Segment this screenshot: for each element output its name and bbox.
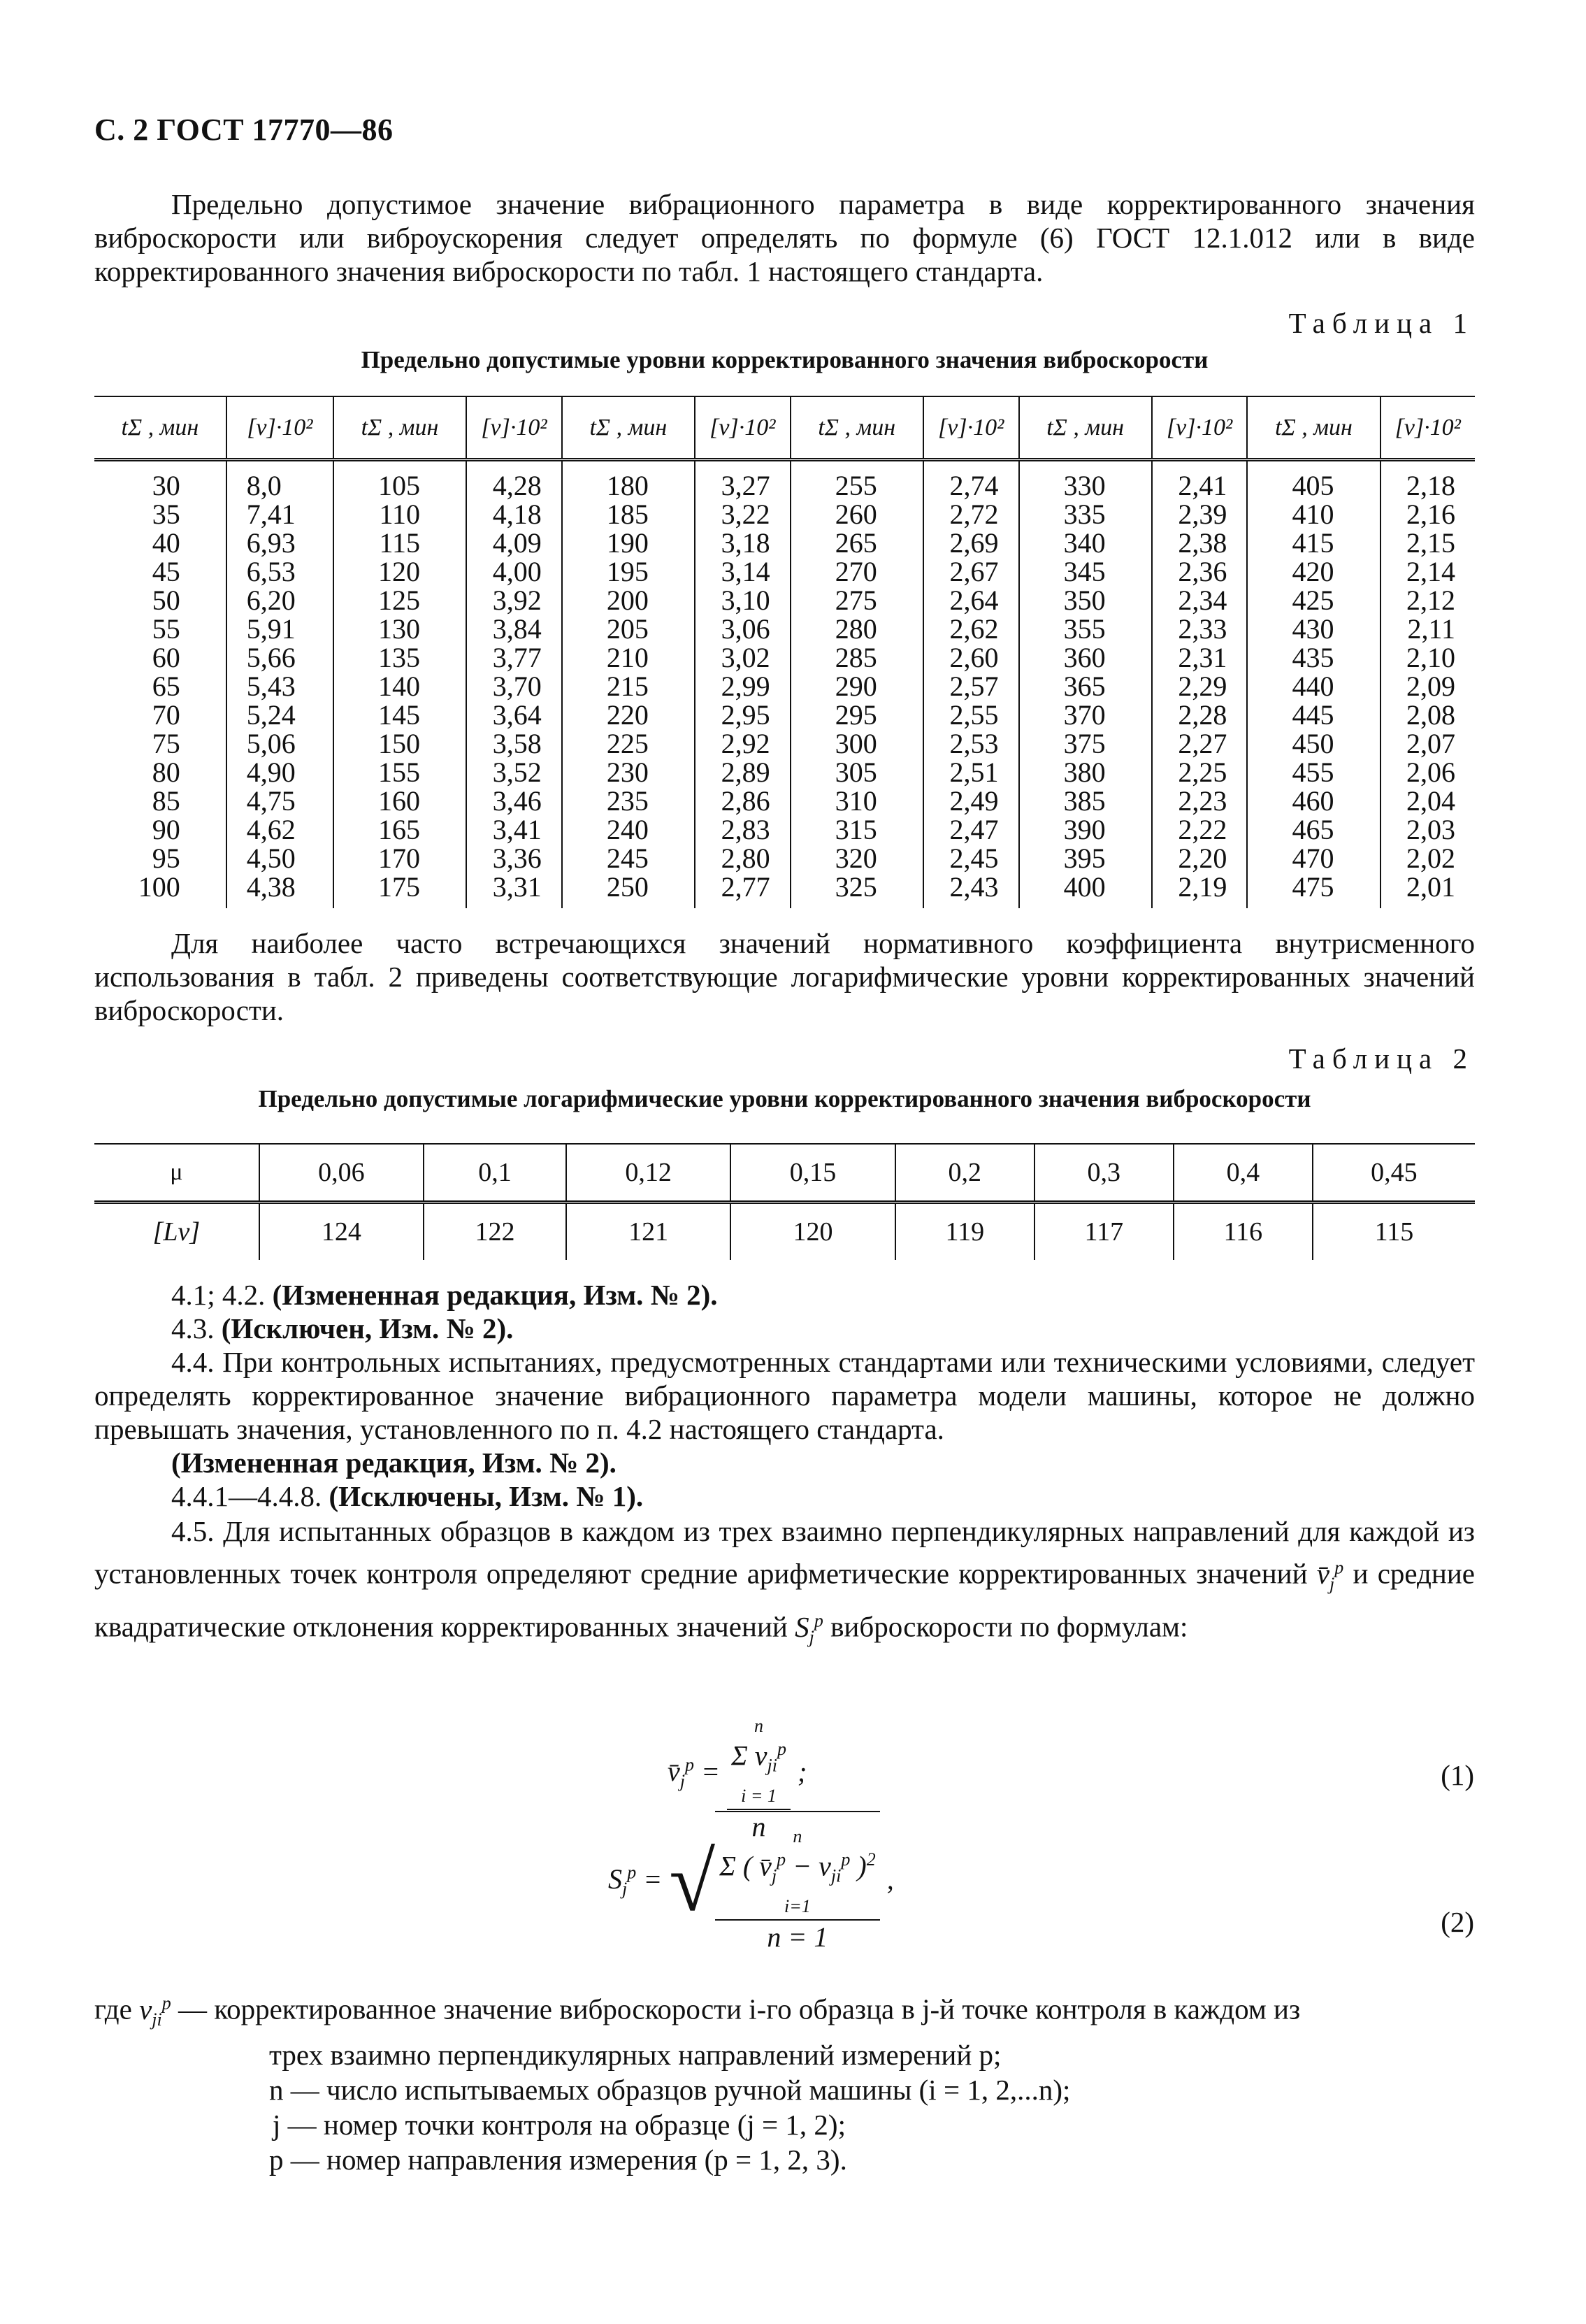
table1-cell-t: 475 [1247, 873, 1380, 908]
table1-col-t-header: tΣ , мин [562, 396, 695, 460]
table2-lv-cell: 120 [730, 1203, 895, 1261]
table1-row [94, 672, 1475, 701]
table1-cell-v: 3,77 [466, 643, 562, 672]
table1-col-t-header: tΣ , мин [791, 396, 923, 460]
table1-cell-t: 85 [152, 785, 180, 817]
clause-4-4-1: 4.4.1—4.4.8. (Исключены, Изм. № 1). [171, 1480, 644, 1512]
table1-cell-t: 265 [791, 529, 923, 557]
table1-cell-t: 60 [152, 642, 180, 673]
table1-cell-t: 135 [333, 643, 466, 672]
table1-cell-v: 3,27 [695, 460, 791, 501]
table1-cell-v: 6,20 [226, 586, 333, 615]
table1-row [94, 500, 1475, 529]
table1-cell-v: 2,89 [695, 758, 791, 787]
table1-cell-t: 295 [791, 701, 923, 729]
table1-cell-v: 8,0 [226, 460, 333, 501]
table1-cell-v: 2,08 [1380, 701, 1475, 729]
table1-cell-v: 2,29 [1152, 672, 1248, 701]
table1-cell-t: 320 [791, 844, 923, 873]
table1-cell-t: 260 [791, 500, 923, 529]
table1-cell-v: 3,31 [466, 873, 562, 908]
table2-lv-label: [Lv] [152, 1217, 201, 1247]
table1-cell-t: 405 [1247, 460, 1380, 501]
table1-cell-t: 285 [791, 643, 923, 672]
table1-cell-v: 6,93 [226, 529, 333, 557]
table2-mu-cell: 0,45 [1313, 1144, 1475, 1203]
table1-cell-t: 40 [152, 527, 180, 559]
table1-cell-t: 125 [333, 586, 466, 615]
table1-cell-v: 5,91 [226, 615, 333, 643]
table2-mu-cell: 0,12 [566, 1144, 730, 1203]
table1-cell-t: 55 [152, 613, 180, 645]
table1-cell-v: 2,09 [1380, 672, 1475, 701]
table1-cell-t: 180 [562, 460, 695, 501]
table1-cell-t: 465 [1247, 815, 1380, 844]
table1-cell-v: 3,36 [466, 844, 562, 873]
table1-cell-t: 235 [562, 787, 695, 815]
table1-row [94, 729, 1475, 758]
table1-cell-v: 2,03 [1380, 815, 1475, 844]
table1-cell-v: 2,15 [1380, 529, 1475, 557]
table1-cell-v: 2,36 [1152, 557, 1248, 586]
clause-4-4-note: (Измененная редакция, Изм. № 2). [171, 1447, 617, 1479]
table1-cell-t: 310 [791, 787, 923, 815]
table1-col-t-header: tΣ , мин [333, 396, 466, 460]
table1-cell-t: 140 [333, 672, 466, 701]
table1-cell-v: 2,38 [1152, 529, 1248, 557]
table1-row [94, 460, 1475, 501]
table2-mu-cell: 0,3 [1034, 1144, 1174, 1203]
table1-cell-v: 3,41 [466, 815, 562, 844]
table1-cell-t: 340 [1019, 529, 1152, 557]
table2-lv-cell: 124 [259, 1203, 424, 1261]
table1-cell-v: 2,16 [1380, 500, 1475, 529]
table1-cell-v: 2,19 [1152, 873, 1248, 908]
table1-cell-v: 4,09 [466, 529, 562, 557]
table2-mu-cell: 0,1 [424, 1144, 566, 1203]
table1-col-v-header: [v]·10² [226, 396, 333, 460]
table1-cell-v: 2,41 [1152, 460, 1248, 501]
table1-cell-v: 2,02 [1380, 844, 1475, 873]
table1-cell-v: 2,11 [1380, 615, 1475, 643]
table1-cell-t: 380 [1019, 758, 1152, 787]
table1-cell-v: 2,64 [923, 586, 1019, 615]
table1-cell-t: 190 [562, 529, 695, 557]
table1-cell-t: 375 [1019, 729, 1152, 758]
table1-cell-v: 2,20 [1152, 844, 1248, 873]
table1-cell-v: 2,83 [695, 815, 791, 844]
table1-cell-v: 3,06 [695, 615, 791, 643]
table1-cell-v: 4,38 [226, 873, 333, 908]
table1-cell-v: 2,67 [923, 557, 1019, 586]
table1-cell-v: 6,53 [226, 557, 333, 586]
table2-lv-cell: 116 [1174, 1203, 1313, 1261]
table1-cell-t: 210 [562, 643, 695, 672]
table1-cell-t: 445 [1247, 701, 1380, 729]
table1-col-t-header: tΣ , мин [94, 396, 226, 460]
table1-cell-t: 70 [152, 699, 180, 731]
table1-cell-t: 395 [1019, 844, 1152, 873]
table1-cell-v: 3,58 [466, 729, 562, 758]
table1-cell-v: 2,53 [923, 729, 1019, 758]
table1-cell-v: 2,18 [1380, 460, 1475, 501]
table1-col-v-header: [v]·10² [923, 396, 1019, 460]
table1-cell-t: 225 [562, 729, 695, 758]
table2-title: Предельно допустимые логарифмические уровни корректированного значения виброскорости [258, 1085, 1311, 1112]
table1-cell-v: 4,62 [226, 815, 333, 844]
table1-cell-v: 4,90 [226, 758, 333, 787]
table1-cell-t: 250 [562, 873, 695, 908]
table1-col-v-header: [v]·10² [1380, 396, 1475, 460]
table1-col-v-header: [v]·10² [466, 396, 562, 460]
table1-cell-v: 2,74 [923, 460, 1019, 501]
table1-cell-t: 120 [333, 557, 466, 586]
table1-cell-t: 420 [1247, 557, 1380, 586]
table1-cell-v: 2,69 [923, 529, 1019, 557]
table1-cell-t: 195 [562, 557, 695, 586]
table1-cell-t: 460 [1247, 787, 1380, 815]
table1-cell-t: 95 [152, 842, 180, 874]
table1-cell-t: 240 [562, 815, 695, 844]
table1-cell-t: 50 [152, 584, 180, 616]
table1-cell-t: 175 [333, 873, 466, 908]
table1-cell-t: 145 [333, 701, 466, 729]
clause-4-5: 4.5. Для испытанных образцов в каждом из трех взаимно перпендикулярных направлений для каждой из установленных точек контроля определяют средние арифметические корректированных значений $v̄_j^p$ и средние квадратические отклонения корректированных значений $S_j^p$ виброскорости по формулам: [94, 1515, 1475, 1647]
table1-cell-v: 7,41 [226, 500, 333, 529]
table1-cell-t: 255 [791, 460, 923, 501]
table1-cell-v: 2,95 [695, 701, 791, 729]
clause-4-1: 4.1; 4.2. (Измененная редакция, Изм. № 2). [171, 1279, 718, 1311]
table1-caption: Таблица 1 [1288, 307, 1474, 339]
table1-col-v-header: [v]·10² [1152, 396, 1248, 460]
table2 [94, 1143, 1475, 1260]
table1-row [94, 615, 1475, 643]
table1-cell-v: 3,70 [466, 672, 562, 701]
table1-cell-t: 275 [791, 586, 923, 615]
table1-cell-v: 2,86 [695, 787, 791, 815]
table1-cell-t: 230 [562, 758, 695, 787]
table1-cell-t: 165 [333, 815, 466, 844]
table1-cell-t: 205 [562, 615, 695, 643]
table1-cell-t: 110 [333, 500, 466, 529]
table1-cell-v: 2,06 [1380, 758, 1475, 787]
table2-caption: Таблица 2 [1288, 1042, 1474, 1075]
table1-cell-t: 200 [562, 586, 695, 615]
table1-cell-v: 5,06 [226, 729, 333, 758]
formula-2-number: (2) [1441, 1906, 1474, 1938]
page-header: С. 2 ГОСТ 17770—86 [94, 113, 394, 147]
table1-cell-v: 2,47 [923, 815, 1019, 844]
middle-paragraph: Для наиболее часто встречающихся значений нормативного коэффициента внутрисменного использования в табл. 2 приведены соответствующие логарифмические уровни корректированных значений виброскорости. [94, 927, 1475, 1026]
table1-cell-t: 220 [562, 701, 695, 729]
table2-mu-cell: 0,2 [895, 1144, 1034, 1203]
table1-cell-v: 3,02 [695, 643, 791, 672]
table1-row [94, 557, 1475, 586]
clause-4-4: 4.4. При контрольных испытаниях, предусмотренных стандартами или техническими условиями, следует определять корректированное значение вибрационного параметра модели машины, которое не должно превышать значения, установленного по п. 4.2 настоящего стандарта. [94, 1346, 1475, 1445]
table2-lv-cell: 119 [895, 1203, 1034, 1261]
table1-cell-t: 325 [791, 873, 923, 908]
table1-cell-t: 45 [152, 556, 180, 587]
table2-mu-label: μ [94, 1144, 259, 1203]
table1-cell-v: 5,43 [226, 672, 333, 701]
table1-cell-t: 355 [1019, 615, 1152, 643]
table1-cell-t: 105 [333, 460, 466, 501]
table2-lv-cell: 117 [1034, 1203, 1174, 1261]
table1-cell-v: 2,28 [1152, 701, 1248, 729]
table1-cell-t: 435 [1247, 643, 1380, 672]
table1-cell-v: 3,64 [466, 701, 562, 729]
table1-cell-t: 80 [152, 756, 180, 788]
table1-cell-v: 3,92 [466, 586, 562, 615]
table1-cell-v: 3,52 [466, 758, 562, 787]
table1-col-t-header: tΣ , мин [1247, 396, 1380, 460]
table1-cell-v: 2,22 [1152, 815, 1248, 844]
table1-cell-v: 2,57 [923, 672, 1019, 701]
table1-cell-v: 2,14 [1380, 557, 1475, 586]
table1-cell-t: 450 [1247, 729, 1380, 758]
table1-cell-t: 35 [152, 498, 180, 530]
table1-row [94, 529, 1475, 557]
table1-cell-v: 2,04 [1380, 787, 1475, 815]
table1-cell-v: 5,24 [226, 701, 333, 729]
table1-cell-t: 245 [562, 844, 695, 873]
table1-cell-t: 160 [333, 787, 466, 815]
table1-cell-v: 2,31 [1152, 643, 1248, 672]
table1-cell-v: 2,27 [1152, 729, 1248, 758]
table1-cell-t: 330 [1019, 460, 1152, 501]
table1-cell-t: 185 [562, 500, 695, 529]
table1-row [94, 586, 1475, 615]
table1-cell-t: 115 [333, 529, 466, 557]
table1-row [94, 873, 1475, 908]
table1-row [94, 844, 1475, 873]
table1-cell-t: 155 [333, 758, 466, 787]
table1-cell-t: 100 [138, 871, 180, 903]
table1-cell-v: 2,45 [923, 844, 1019, 873]
table1-cell-v: 3,46 [466, 787, 562, 815]
table2-mu-cell: 0,15 [730, 1144, 895, 1203]
table1-cell-t: 335 [1019, 500, 1152, 529]
table2-mu-cell: 0,4 [1174, 1144, 1313, 1203]
table1-col-v-header: [v]·10² [695, 396, 791, 460]
table1-cell-v: 4,28 [466, 460, 562, 501]
table1-cell-t: 170 [333, 844, 466, 873]
table1-cell-v: 2,55 [923, 701, 1019, 729]
table1-cell-v: 3,18 [695, 529, 791, 557]
table1-cell-v: 2,25 [1152, 758, 1248, 787]
table1-cell-t: 345 [1019, 557, 1152, 586]
table1-cell-t: 75 [152, 728, 180, 759]
table1-cell-t: 470 [1247, 844, 1380, 873]
table1-cell-v: 2,51 [923, 758, 1019, 787]
table1-cell-t: 370 [1019, 701, 1152, 729]
table1-cell-v: 2,72 [923, 500, 1019, 529]
table1-cell-t: 65 [152, 670, 180, 702]
table1-cell-t: 365 [1019, 672, 1152, 701]
definitions: где $v_{ji}^p$ — корректированное значение виброскорости i-го образца в j-й точке контроля в каждом из трех взаимно перпендикулярных направлений измерений p; n — число испытываемых образцов ручной машины (i = 1, 2,...n); j — номер точки контроля на образце (j = 1, 2); p — номер направления измерения (p = 1, 2, 3). [94, 1993, 1301, 2176]
intro-paragraph: Предельно допустимое значение вибрационного параметра в виде корректированного значения виброскорости или виброускорения следует определять по формуле (6) ГОСТ 12.1.012 или в виде корректированного значения виброскорости по табл. 1 настоящего стандарта. [94, 188, 1475, 287]
table1-row [94, 758, 1475, 787]
formula-2: $S_j^p$ = √ n Σ ( $v̄_j^p - v_{ji}^p$ )$^2$ i=1 n = 1 , [608, 1811, 894, 1953]
table1-cell-v: 2,49 [923, 787, 1019, 815]
table1-cell-v: 5,66 [226, 643, 333, 672]
table1-cell-t: 150 [333, 729, 466, 758]
table1-cell-t: 215 [562, 672, 695, 701]
table1-cell-v: 2,92 [695, 729, 791, 758]
table1-cell-v: 2,99 [695, 672, 791, 701]
table1-cell-v: 3,10 [695, 586, 791, 615]
table1-cell-v: 3,84 [466, 615, 562, 643]
table1-cell-t: 390 [1019, 815, 1152, 844]
table1-cell-v: 2,23 [1152, 787, 1248, 815]
table1-cell-t: 280 [791, 615, 923, 643]
table1-cell-v: 2,60 [923, 643, 1019, 672]
table1-cell-t: 290 [791, 672, 923, 701]
table1-row [94, 815, 1475, 844]
formula-1: $v̄_j^p$ = n Σ $v_{ji}^p$ i = 1 n ; [668, 1706, 807, 1843]
table1-row [94, 643, 1475, 672]
table1-row [94, 787, 1475, 815]
table1-cell-v: 3,22 [695, 500, 791, 529]
table1-col-t-header: tΣ , мин [1019, 396, 1152, 460]
table1-title: Предельно допустимые уровни корректированного значения виброскорости [361, 346, 1209, 373]
table1-row [94, 701, 1475, 729]
table1-cell-t: 305 [791, 758, 923, 787]
table1-cell-t: 90 [152, 814, 180, 845]
formula-1-number: (1) [1441, 1759, 1474, 1791]
table1-cell-v: 2,10 [1380, 643, 1475, 672]
table1-cell-v: 4,75 [226, 787, 333, 815]
table1-cell-v: 2,77 [695, 873, 791, 908]
table1-cell-v: 4,00 [466, 557, 562, 586]
clause-4-3: 4.3. (Исключен, Изм. № 2). [171, 1312, 514, 1344]
table1-cell-v: 2,80 [695, 844, 791, 873]
table2-lv-cell: 115 [1313, 1203, 1475, 1261]
table1-cell-t: 410 [1247, 500, 1380, 529]
table1-cell-t: 300 [791, 729, 923, 758]
table2-mu-cell: 0,06 [259, 1144, 424, 1203]
table1-cell-v: 4,18 [466, 500, 562, 529]
table1-cell-v: 2,34 [1152, 586, 1248, 615]
table1-cell-t: 315 [791, 815, 923, 844]
table1-cell-t: 30 [152, 470, 180, 501]
table1-cell-t: 455 [1247, 758, 1380, 787]
table1-cell-t: 350 [1019, 586, 1152, 615]
table1-cell-v: 2,33 [1152, 615, 1248, 643]
table1-cell-t: 440 [1247, 672, 1380, 701]
table1-cell-t: 130 [333, 615, 466, 643]
table1 [94, 396, 1475, 908]
table1-cell-t: 400 [1019, 873, 1152, 908]
table1-cell-t: 360 [1019, 643, 1152, 672]
table1-cell-v: 2,62 [923, 615, 1019, 643]
table1-cell-v: 2,01 [1380, 873, 1475, 908]
table1-cell-t: 385 [1019, 787, 1152, 815]
table1-cell-v: 2,12 [1380, 586, 1475, 615]
table1-cell-v: 2,07 [1380, 729, 1475, 758]
table2-lv-cell: 122 [424, 1203, 566, 1261]
table1-cell-t: 425 [1247, 586, 1380, 615]
table1-cell-t: 415 [1247, 529, 1380, 557]
table1-cell-t: 430 [1247, 615, 1380, 643]
table1-cell-v: 4,50 [226, 844, 333, 873]
table1-cell-v: 2,43 [923, 873, 1019, 908]
table1-cell-v: 2,39 [1152, 500, 1248, 529]
table1-cell-t: 270 [791, 557, 923, 586]
table1-cell-v: 3,14 [695, 557, 791, 586]
table2-lv-cell: 121 [566, 1203, 730, 1261]
